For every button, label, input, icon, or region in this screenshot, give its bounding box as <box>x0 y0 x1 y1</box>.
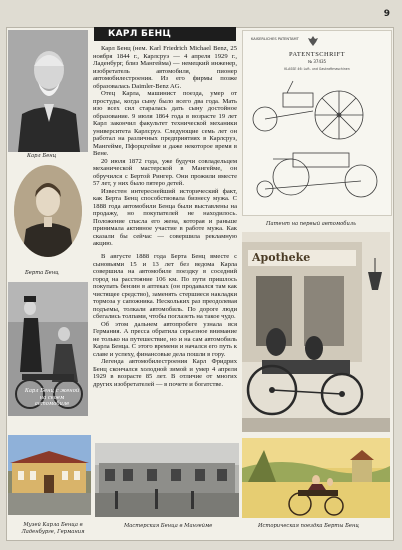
paragraph: Об этом дальнем автопробеге узнала вся Германия. А пресса обратила серьезное внимание не только на путешествие, но и на сам автомобиль Карла Бенца. С этого времени и начался его путь к славе и успеху, финансовые дела пошли в гору. <box>93 320 237 358</box>
apotheke-sign: Apotheke <box>252 251 311 264</box>
paragraph: 20 июля 1872 года, уже будучи совладельцем механической мастерской в Мангейме, он обручился с Бертой Рингер. Они прожили вместе 57 лет, у них было пятеро детей. <box>93 157 237 187</box>
berta-trip-painting <box>242 438 390 518</box>
eagle-icon <box>307 35 319 47</box>
patent-subtitle: KLASSE 46: Luft- und Gaskraftmaschinen <box>284 67 350 71</box>
caption-workshop: Мастерская Бенца в Мангейме <box>124 523 213 529</box>
patent-title: PATENTSCHRIFT <box>289 51 345 58</box>
paragraph: В августе 1888 года Берта Бенц вместе с сыновьями 15 и 13 лет без ведома Карла совершила на автомобиле поездку в соседний город на расстояние 106 км. По пути пришлось покупать бензин в аптеках (он продавался там как чистящее средство), заменять стершиеся накладки тормоза у сапожника. Нескольких раз преодолевая подъемы, толкали автомобиль. По дороге люди сбегались толпами, чтобы поглазеть на такое чудо. <box>93 253 237 320</box>
caption-with-wife: Карл Бенц с женой на своем автомобиле <box>24 388 80 407</box>
caption-patent: Патент на первый автомобиль <box>266 221 356 227</box>
paragraph: Карл Бенц (нем. Karl Friedrich Michael Benz, 25 ноября 1844 г., Карлсруэ — 4 апреля 1929 г., Ладенбург, близ Мангейма) — немецкий инженер, изобретатель автомобиля, пионер автомобилестроения. Из его фирмы позже образовалась Daimler-Benz AG. <box>93 45 237 90</box>
caption-museum: Музей Карла Бенца в Ладенбурге, Германия <box>21 522 85 535</box>
caption-berta: Берта Бенц <box>25 270 59 276</box>
patent-drawing <box>243 73 391 213</box>
caption-karl: Карл Бенц <box>27 153 57 159</box>
museum-photo <box>8 435 91 515</box>
berta-portrait-photo <box>14 165 82 257</box>
article-text-top <box>93 45 237 248</box>
patent-number: № 37435 <box>307 59 327 64</box>
article-text-bottom <box>93 253 237 388</box>
article-title: КАРЛ БЕНЦ <box>108 29 172 39</box>
workshop-photo <box>95 443 239 517</box>
article-title-bar <box>94 27 236 41</box>
apotheke-car-illustration <box>242 232 390 432</box>
caption-trip: Историческая поездка Берты Бенц <box>258 523 360 529</box>
patent-header: KAISERLICHES PATENTAMT <box>251 37 299 41</box>
patent-document-image <box>242 30 392 216</box>
paragraph: Легенда автомобилестроения Карл Фридрих Бенц скончался холодной зимой и умер 4 апреля 1929 в возрасте 85 лет. В отличие от многих других изобретателей — в почете и богатстве. <box>93 358 237 388</box>
page-number: 9 <box>383 9 390 19</box>
paragraph: Известен интереснейший исторический факт, как Берта Бенц способствовала бизнесу мужа. С 1888 года автомобили Бенца были выставлены на продажу, но покупателей не находилось. Положение спасла его жена, которая и раньше принимала активное участие в работе мужа. Как сказали бы сейчас — совершила рекламную акцию. <box>93 187 237 247</box>
karl-portrait-photo <box>8 30 88 152</box>
paragraph: Отец Карла, машинист поезда, умер от простуды, когда сыну было всего два года. Мать изо всех сил старалась дать сыну достойное образование. 9 июля 1864 года в возрасте 19 лет Карл закончил факультет технической механики университета Карлсруэ. Следующие семь лет он работал на различных предприятиях в Карлсруэ, Мангейме, Пфорцгейме и даже некоторое время в Вене. <box>93 90 237 157</box>
